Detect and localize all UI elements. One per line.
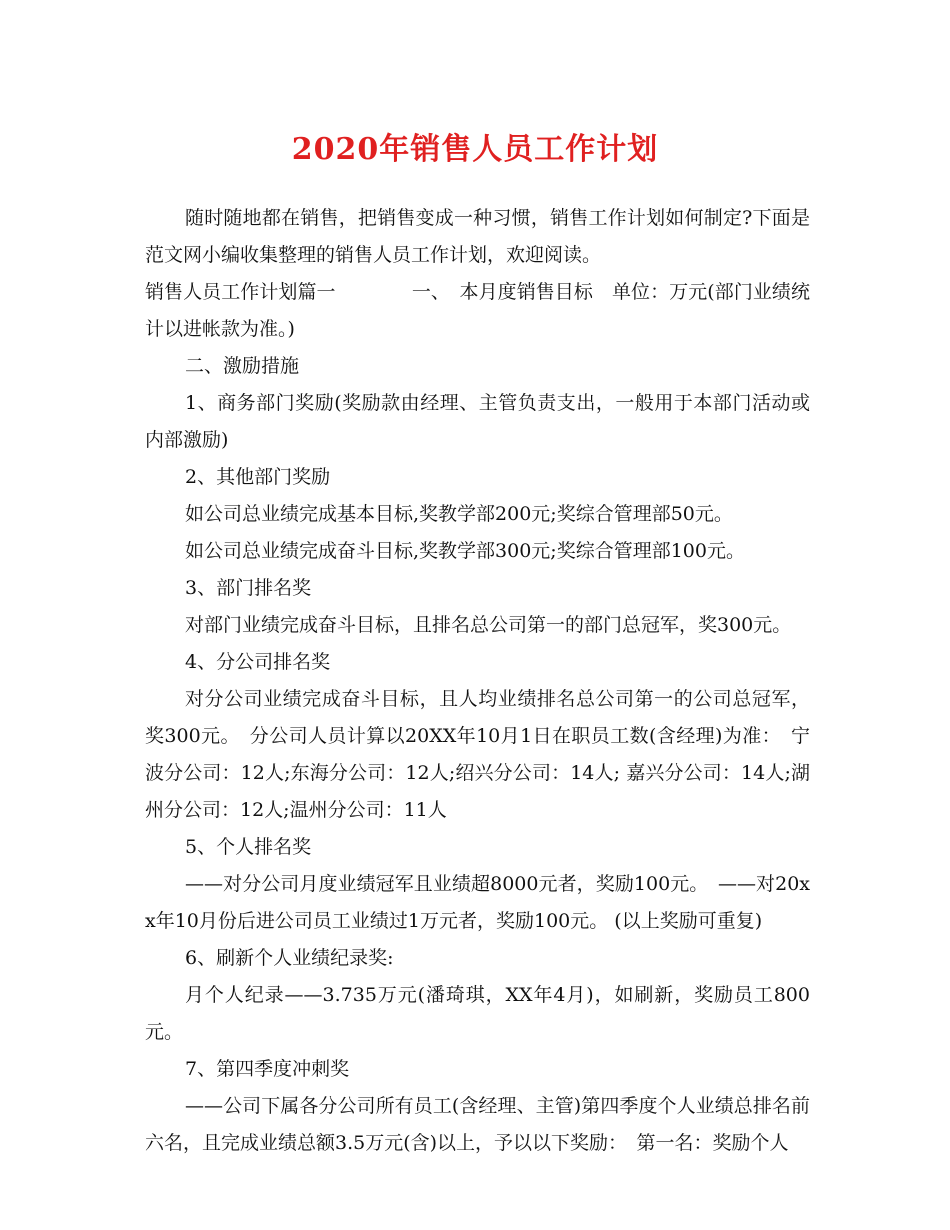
paragraph: 1、商务部门奖励(奖励款由经理、主管负责支出，一般用于本部门活动或内部激励) [145,392,810,451]
paragraph: 4、分公司排名奖 [185,651,331,673]
paragraph: 二、激励措施 [185,355,300,377]
paragraph: 销售人员工作计划篇一 一、 本月度销售目标 单位：万元(部门业绩统计以进帐款为准。) [145,281,810,340]
paragraph: 对部门业绩完成奋斗目标，且排名总公司第一的部门总冠军，奖300元。 [185,614,792,636]
paragraph: 3、部门排名奖 [185,577,312,599]
paragraph: 2、其他部门奖励 [185,466,331,488]
paragraph: 月个人纪录——3.735万元(潘琦琪，XX年4月)，如刷新，奖励员工800元。 [145,984,810,1043]
paragraph: ——对分公司月度业绩冠军且业绩超8000元者，奖励100元。 ——对20xx年10月份后进公司员工业绩过1万元者，奖励100元。 (以上奖励可重复) [145,873,810,932]
paragraph: 7、第四季度冲刺奖 [185,1058,350,1080]
paragraph: 随时随地都在销售，把销售变成一种习惯，销售工作计划如何制定?下面是范文网小编收集整理的销售人员工作计划，欢迎阅读。 [145,207,810,266]
paragraph: 5、个人排名奖 [185,836,312,858]
paragraph: ——公司下属各分公司所有员工(含经理、主管)第四季度个人业绩总排名前六名，且完成业绩总额3.5万元(含)以上，予以以下奖励： 第一名：奖励个人 [145,1095,810,1154]
paragraph: 如公司总业绩完成奋斗目标,奖教学部300元;奖综合管理部100元。 [185,540,745,562]
document-title: 2020年销售人员工作计划 [291,132,659,167]
paragraph: 对分公司业绩完成奋斗目标，且人均业绩排名总公司第一的公司总冠军，奖300元。 分公司人员计算以20XX年10月1日在职员工数(含经理)为准： 宁波分公司：12人;东海分公司：12人;绍兴分公司：14人; 嘉兴分公司：14人;湖州分公司：12人;温州分公司：11人 [145,688,810,821]
paragraph: 6、刷新个人业绩纪录奖: [185,947,394,969]
document-body [145,200,810,1162]
paragraph: 如公司总业绩完成基本目标,奖教学部200元;奖综合管理部50元。 [185,503,733,525]
